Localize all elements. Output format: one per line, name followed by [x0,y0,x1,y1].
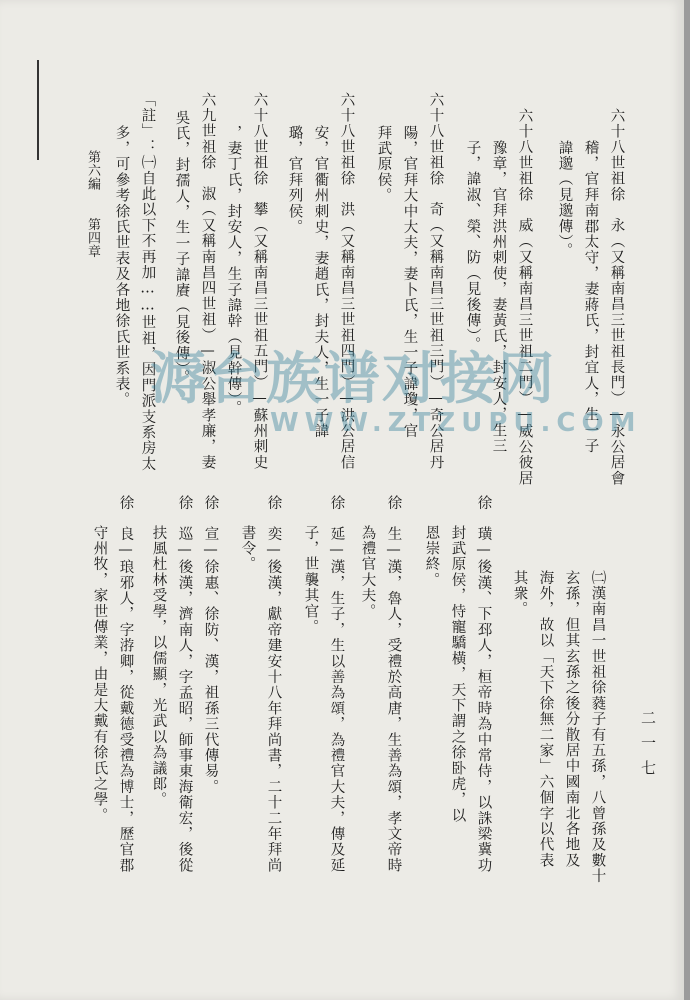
lower-column: ㈡漢南昌一世祖徐蕤子有五孫，八曾孫及數十 [589,570,606,884]
lower-column: 徐 巡—後漢，濟南人，字孟昭，師事東海衛宏，後從 [176,495,193,874]
lower-column: 扶風杜林受學，以儒顯，光武以為議郎。 [150,525,167,808]
chapter-label: 第六編 第四章 [85,150,100,258]
lower-column: 徐 宣—徐惠、徐防、漢，祖孫三代傳易。 [202,495,219,795]
upper-column: 六十八世祖徐 威（又稱南昌三世祖二門）—威公彼居 [516,108,533,487]
lower-column: 海外，故以「天下徐無二家」六個字以代表 [537,570,554,869]
upper-column: 六十八世祖徐 洪（又稱南昌三世祖四門）—洪公居信 [338,92,355,471]
lower-column: 書令。 [239,525,256,573]
lower-column: 徐 生—漢，魯人，受禮於高唐，生善為頌，孝文帝時 [385,495,402,874]
lower-column: 其衆。 [511,570,528,618]
lower-column: 玄孫，但其玄孫之後分散居中國南北各地及 [563,570,580,869]
upper-column: 安，官衢州刺史，妻趙氏，封夫人，生一子諱 [312,125,329,439]
upper-column: 六十八世祖徐 攀（又稱南昌三世祖五門）—蘇州刺史 [251,92,268,471]
upper-column: 六十八世祖徐 奇（又稱南昌三世祖三門）—奇公居丹 [427,92,444,471]
lower-column: 守州牧，家世傳業，由是大戴有徐氏之學。 [91,525,108,824]
upper-column: 豫章，官拜洪州刺使，妻黃氏，封安人，生三 [490,140,507,454]
upper-column: 諱邈（見邈傳）。 [556,140,573,259]
upper-column: 六九世祖徐 淑（又稱南昌四世祖）—淑公舉孝廉，妻 [199,92,216,471]
upper-column: 璐，官拜列侯。 [286,125,303,235]
note-column: 多，可參考徐氏世表及各地徐氏世系表。 [113,125,130,408]
page-number: 二一七 [639,710,657,785]
upper-column: 陽，官拜大中大夫，妻卜氏，生一子諱瓊，官 [401,125,418,439]
lower-column: 子，世襲其官。 [302,525,319,635]
note-column: 「註」：㈠自此以下不再加……世祖，因門派支系房太 [139,92,156,472]
lower-column: 徐 延—漢，生子，生以善為頌，為禮官大夫，傳及延 [328,495,345,874]
lower-column: 恩崇終。 [423,525,440,588]
lower-column: 為禮官大夫。 [359,525,376,620]
lower-column: 徐 奕—後漢，獻帝建安十八年拜尚書，二十二年拜尚 [265,495,282,874]
upper-column: 六十八世祖徐 永（又稱南昌三世祖長門）—永公居會 [608,108,625,487]
upper-column: ，妻丁氏，封安人，生子諱幹（見幹傳）。 [225,125,242,417]
upper-column: 拜武原侯。 [375,125,392,204]
binding-line [37,60,39,160]
lower-column: 徐 璜—後漢、下邳人，桓帝時為中常侍，以誅梁冀功 [475,495,492,874]
lower-column: 封武原侯，恃寵驕橫，天下謂之徐卧虎，以 [449,525,466,824]
watermark-url: WWW.ZTZUPU.COM [270,408,642,438]
upper-column: 吳氏，封孺人，生一子諱賡（見後傳）。 [173,110,190,386]
upper-column: 稽，官拜南郡太守，妻蔣氏，封宜人，生一子 [582,140,599,454]
lower-column: 徐 良—琅邪人，字㳺卿，從戴德受禮為博士，歷官郡 [117,495,134,874]
upper-column: 子，諱淑、榮、防（見後傳）。 [464,140,481,353]
watermark-text: 溽台族谱对接网 [150,347,556,412]
